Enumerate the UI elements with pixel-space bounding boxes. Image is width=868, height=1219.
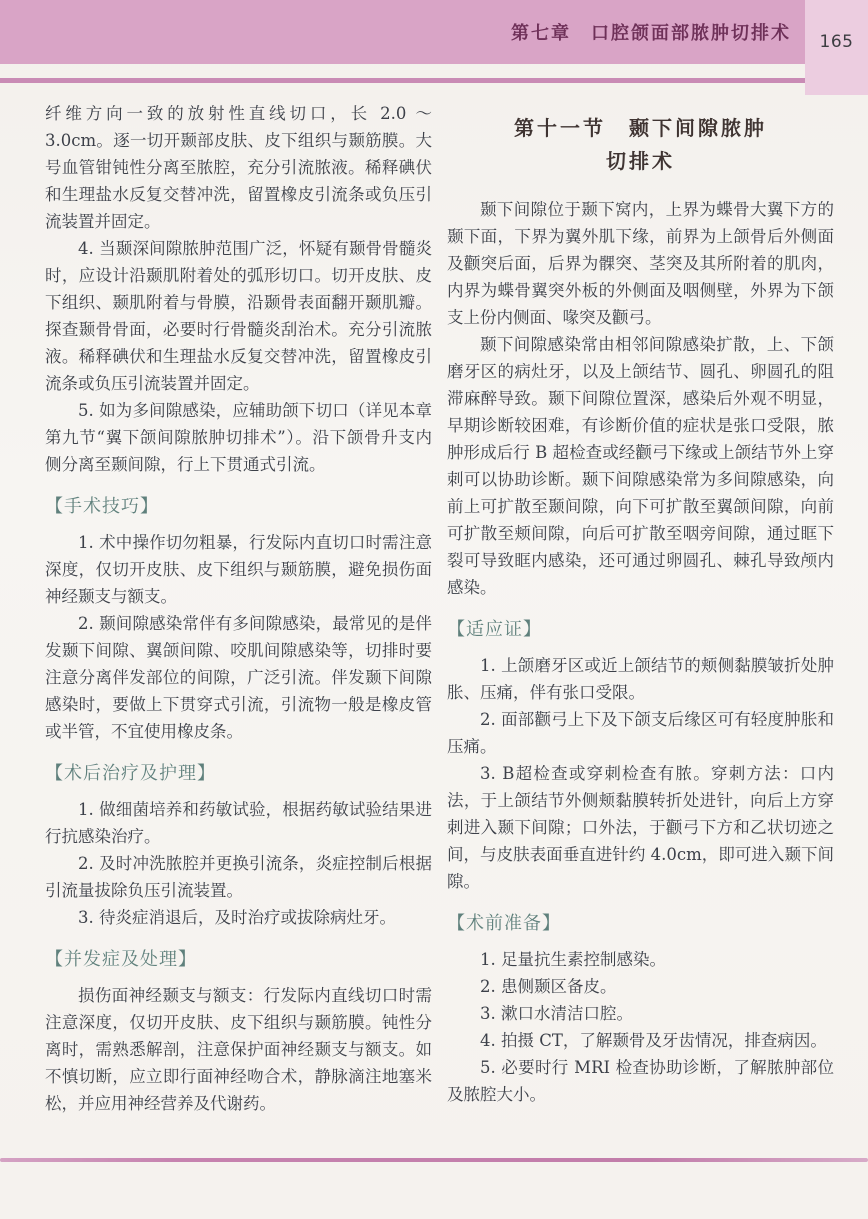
paragraph: 1. 术中操作切勿粗暴，行发际内直切口时需注意深度，仅切开皮肤、皮下组织与颞筋膜，避免损伤面神经颞支与额支。 <box>45 533 432 606</box>
right-column <box>447 112 834 1108</box>
paragraph: 2. 患侧颞区备皮。 <box>480 977 617 996</box>
section-heading-preop-preparation: 【术前准备】 <box>447 913 561 934</box>
chapter-title: 第七章 口腔颌面部脓肿切排术 <box>511 23 791 44</box>
footer-rule <box>0 1158 868 1162</box>
paragraph: 3. B超检查或穿刺检查有脓。穿刺方法：口内法，于上颌结节外侧颊黏膜转折处进针，向后上方穿刺进入颞下间隙；口外法，于颧弓下方和乙状切迹之间，与皮肤表面垂直进针约 4.0cm，即可进入颞下间隙。 <box>447 764 834 891</box>
paragraph: 3. 漱口水清洁口腔。 <box>480 1004 633 1023</box>
section-title-line2: 切排术 <box>606 149 675 173</box>
paragraph: 2. 及时冲洗脓腔并更换引流条，炎症控制后根据引流量拔除负压引流装置。 <box>45 854 432 900</box>
left-column <box>45 100 432 1117</box>
paragraph: 5. 必要时行 MRI 检查协助诊断，了解脓肿部位及脓腔大小。 <box>447 1058 834 1104</box>
section-heading-indications: 【适应证】 <box>447 619 542 640</box>
header-rule <box>0 78 805 83</box>
section-heading-surgical-tips: 【手术技巧】 <box>45 496 159 517</box>
paragraph: 2. 颞间隙感染常伴有多间隙感染，最常见的是伴发颞下间隙、翼颌间隙、咬肌间隙感染等，切排时要注意分离伴发部位的间隙，广泛引流。伴发颞下间隙感染时，要做上下贯穿式引流，引流物一般是橡皮管或半管，不宜使用橡皮条。 <box>45 614 432 741</box>
paragraph: 颞下间隙位于颞下窝内，上界为蝶骨大翼下方的颞下面，下界为翼外肌下缘，前界为上颌骨后外侧面及颧突后面，后界为髁突、茎突及其所附着的肌肉，内界为蝶骨翼突外板的外侧面及咽侧壁，外界为下颌支上份内侧面、喙突及颧弓。 <box>447 200 834 327</box>
paragraph: 5. 如为多间隙感染，应辅助颌下切口（详见本章第九节“翼下颌间隙脓肿切排术”）。沿下颌骨升支内侧分离至颞间隙，行上下贯通式引流。 <box>45 401 432 474</box>
paragraph: 1. 上颌磨牙区或近上颌结节的颊侧黏膜皱折处肿胀、压痛，伴有张口受限。 <box>447 656 834 702</box>
section-heading-complications: 【并发症及处理】 <box>45 949 197 970</box>
paragraph: 2. 面部颧弓上下及下颌支后缘区可有轻度肿胀和压痛。 <box>447 710 834 756</box>
paragraph: 4. 拍摄 CT，了解颞骨及牙齿情况，排查病因。 <box>480 1031 827 1050</box>
paragraph: 纤维方向一致的放射性直线切口，长 2.0 ～ 3.0cm。逐一切开颞部皮肤、皮下组织与颞筋膜。大号血管钳钝性分离至脓腔，充分引流脓液。稀释碘伏和生理盐水反复交替冲洗，留置橡皮引流条或负压引流装置并固定。 <box>45 104 432 231</box>
header-band <box>0 0 805 64</box>
paragraph: 3. 待炎症消退后，及时治疗或拔除病灶牙。 <box>78 908 396 927</box>
paragraph: 1. 做细菌培养和药敏试验，根据药敏试验结果进行抗感染治疗。 <box>45 800 432 846</box>
paragraph: 损伤面神经颞支与额支：行发际内直线切口时需注意深度，仅切开皮肤、皮下组织与颞筋膜。钝性分离时，需熟悉解剖，注意保护面神经颞支与额支。如不慎切断，应立即行面神经吻合术，静脉滴注地塞米松，并应用神经营养及代谢药。 <box>45 986 432 1113</box>
section-heading-postop-care: 【术后治疗及护理】 <box>45 763 216 784</box>
page-number: 165 <box>819 31 854 52</box>
page-number-box <box>805 0 868 95</box>
paragraph: 颞下间隙感染常由相邻间隙感染扩散，上、下颌磨牙区的病灶牙，以及上颌结节、圆孔、卵圆孔的阻滞麻醉导致。颞下间隙位置深，感染后外观不明显，早期诊断较困难，有诊断价值的症状是张口受限，脓肿形成后行 B 超检查或经颧弓下缘或上颌结节外上穿刺可以协助诊断。颞下间隙感染常为多间隙感染，向前上可扩散至颞间隙，向下可扩散至翼颌间隙，向前可扩散至颊间隙，向后可扩散至咽旁间隙，通过眶下裂可导致眶内感染，还可通过卵圆孔、棘孔导致颅内感染。 <box>447 335 834 597</box>
paragraph: 1. 足量抗生素控制感染。 <box>480 950 666 969</box>
section-title <box>447 112 834 178</box>
paragraph: 4. 当颞深间隙脓肿范围广泛，怀疑有颞骨骨髓炎时，应设计沿颞肌附着处的弧形切口。切开皮肤、皮下组织、颞肌附着与骨膜，沿颞骨表面翻开颞肌瓣。探查颞骨骨面，必要时行骨髓炎刮治术。充分引流脓液。稀释碘伏和生理盐水反复交替冲洗，留置橡皮引流条或负压引流装置并固定。 <box>45 239 432 393</box>
section-title-line1: 第十一节 颞下间隙脓肿 <box>514 116 767 140</box>
